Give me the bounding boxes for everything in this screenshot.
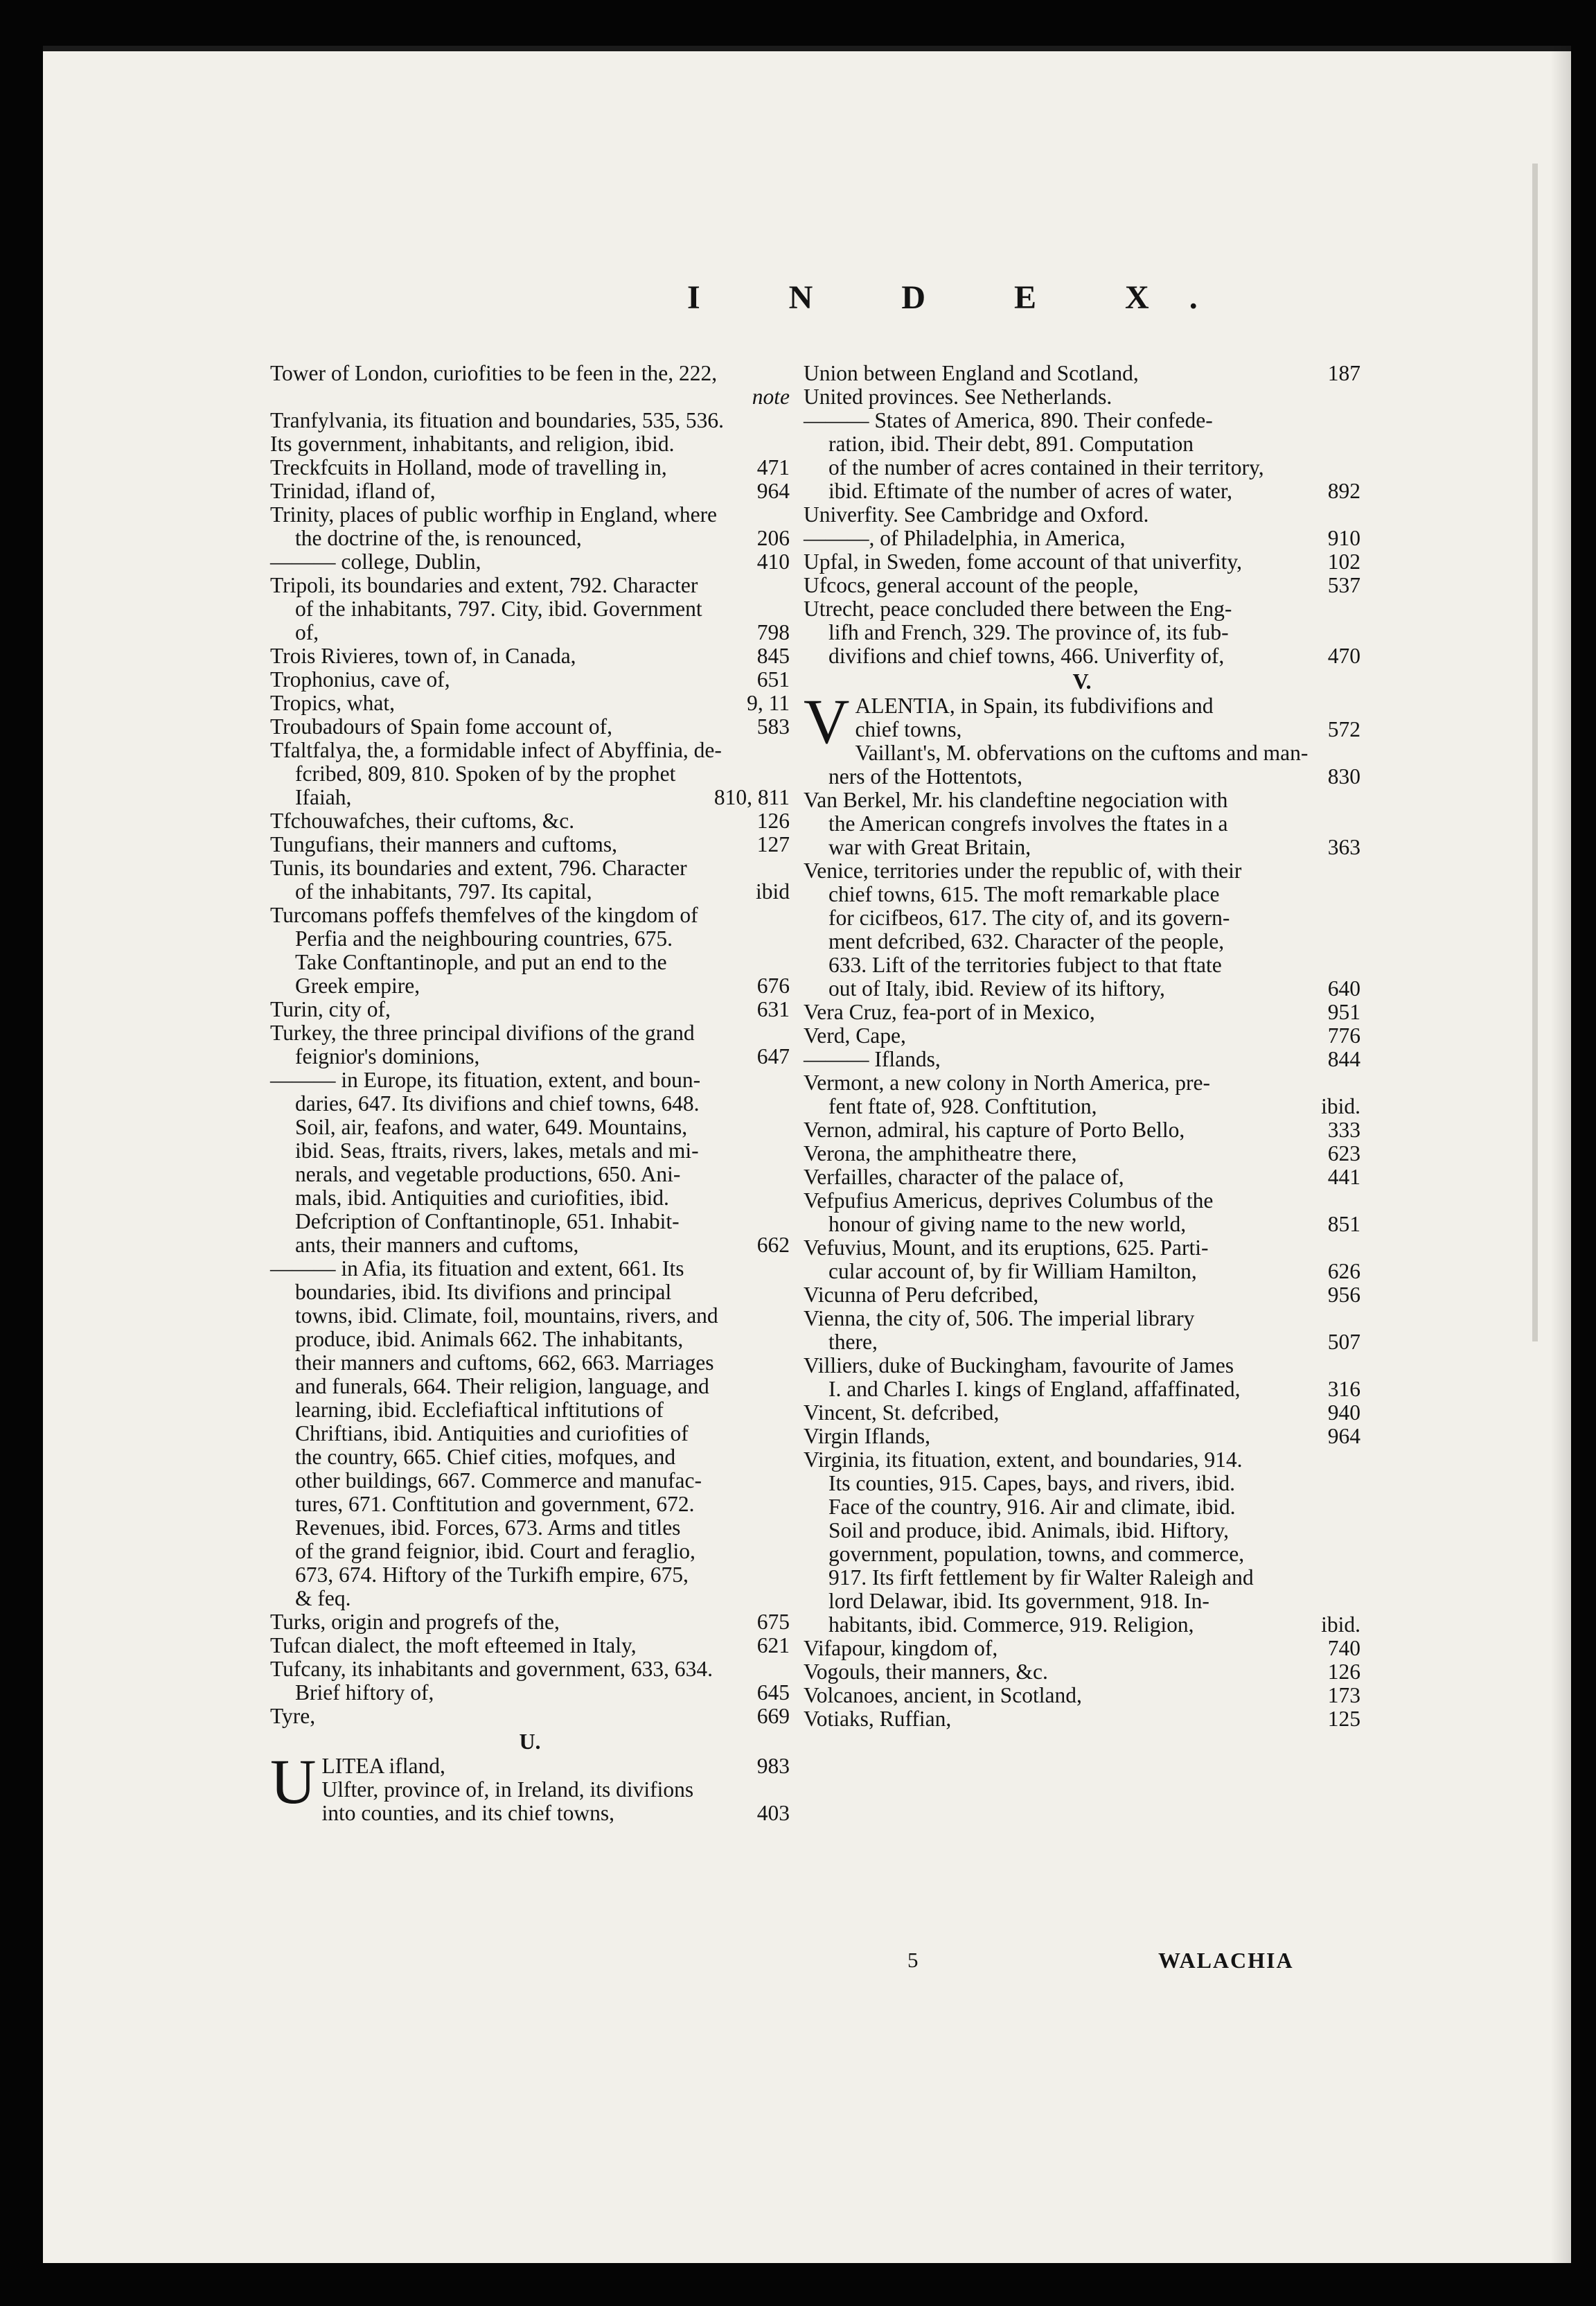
section-heading: U. [519,1729,541,1754]
index-entry [270,644,790,668]
entry-text: ALENTIA, in Spain, its fubdivifions and [855,694,1214,718]
entry-text: 673, 674. Hiftory of the Turkifh empire, 675, [295,1563,689,1587]
page-number: 583 [756,714,790,739]
entry-text: of the inhabitants, 797. City, ibid. Government [295,597,702,621]
index-entry [804,1660,1360,1684]
index-entry [804,1448,1360,1637]
page-number: 740 [1327,1636,1360,1660]
index-entry [804,1307,1360,1354]
entry-text: Its counties, 915. Capes, bays, and rivers, ibid. [828,1471,1236,1495]
entry-text: ——— Iflands, [804,1047,941,1071]
page-number: 651 [756,667,790,692]
index-entry [804,1236,1360,1283]
index-entry [270,856,790,904]
entry-text: fcribed, 809, 810. Spoken of by the prophet [295,762,676,786]
top-shadow [43,46,1571,51]
entry-text: Univerfity. See Cambridge and Oxford. [804,502,1149,527]
entry-text: Vermont, a new colony in North America, pre- [804,1071,1210,1095]
index-entry [270,550,790,574]
entry-text: I. and Charles I. kings of England, affaffinated, [828,1377,1241,1401]
entry-text: Tropics, what, [270,691,395,715]
page-number: 623 [1327,1141,1360,1165]
entry-text: the American congrefs involves the ftates in a [828,811,1228,836]
entry-text: 917. Its firft fettlement by fir Walter Raleigh and [828,1565,1254,1590]
entry-text: Turin, city of, [270,997,391,1021]
page-number: 645 [756,1680,790,1705]
entry-text: honour of giving name to the new world, [828,1212,1187,1236]
entry-text: Tower of London, curiofities to be feen in the, 222, [270,361,718,385]
entry-text: note [752,385,790,409]
entry-text: Vifapour, kingdom of, [804,1636,998,1660]
entry-text: Volcanoes, ancient, in Scotland, [804,1683,1082,1707]
entry-text: lord Delawar, ibid. Its government, 918. In- [828,1589,1209,1613]
entry-text: United provinces. See Netherlands. [804,385,1112,409]
drop-cap: U [270,1746,317,1817]
page-number: 403 [756,1801,790,1825]
entry-text: Revenues, ibid. Forces, 673. Arms and titles [295,1515,681,1540]
page-number: 187 [1327,361,1360,385]
page-number: 572 [1327,717,1360,741]
entry-text: Vienna, the city of, 506. The imperial library [804,1306,1195,1330]
index-entry [804,1024,1360,1048]
entry-text: ——— in Europe, its fituation, extent, and boun- [270,1068,701,1092]
entry-text: Tripoli, its boundaries and extent, 792. Character [270,573,698,597]
page-number: 127 [756,832,790,856]
index-entry [270,1778,790,1825]
index-entry [270,479,790,503]
entry-text: Face of the country, 916. Air and climate, ibid. [828,1495,1236,1519]
index-entry [804,1684,1360,1707]
page-number: 892 [1327,479,1360,503]
entry-text: Votiaks, Ruffian, [804,1707,952,1731]
entry-text: war with Great Britain, [828,835,1031,859]
index-entry [804,1071,1360,1118]
left-column [270,362,790,1825]
index-entry [804,527,1360,550]
entry-text: Van Berkel, Mr. his clandeftine negociation with [804,788,1228,812]
index-entry [270,1657,790,1705]
entry-text: Vicunna of Peru defcribed, [804,1283,1039,1307]
entry-text: for cicifbeos, 617. The city of, and its govern- [828,906,1230,930]
entry-text: other buildings, 667. Commerce and manufac- [295,1468,702,1493]
entry-text: Greek empire, [295,974,420,998]
entry-text: Tufcan dialect, the moft efteemed in Italy, [270,1633,637,1657]
entry-text: Treckfcuits in Holland, mode of travelling in, [270,455,667,479]
entry-text: of the inhabitants, 797. Its capital, [295,879,592,904]
page-number: 776 [1327,1023,1360,1048]
entry-text: Trinity, places of public worfhip in England, where [270,502,718,527]
entry-text: ners of the Hottentots, [828,764,1022,789]
index-entry [270,456,790,479]
index-entry [804,362,1360,385]
page-number: 675 [756,1610,790,1634]
page-number: 537 [1327,573,1360,597]
entry-text: ibid. Eftimate of the number of acres of water, [828,479,1233,503]
page-number: 9, 11 [747,691,790,715]
entry-text: out of Italy, ibid. Review of its hiftory, [828,976,1165,1001]
gutter-line [1532,164,1538,1341]
entry-text: there, [828,1330,878,1354]
entry-text: Vefpufius Americus, deprives Columbus of the [804,1188,1214,1213]
right-column [804,362,1360,1731]
entry-text: Tfchouwafches, their cuftoms, &c. [270,809,575,833]
page-number: 126 [1327,1660,1360,1684]
entry-text: their manners and cuftoms, 662, 663. Marriages [295,1350,714,1375]
entry-text: Union between England and Scotland, [804,361,1139,385]
index-entry [270,739,790,809]
page-number: 951 [1327,1000,1360,1024]
entry-text: Turkey, the three principal divifions of the grand [270,1021,695,1045]
entry-text: daries, 647. Its divifions and chief towns, 648. [295,1091,700,1116]
page-number: 910 [1327,526,1360,550]
entry-text: Tunis, its boundaries and extent, 796. Character [270,856,687,880]
entry-text: habitants, ibid. Commerce, 919. Religion, [828,1612,1194,1637]
page-signature: 5 [907,1948,919,1972]
entry-text: fent ftate of, 928. Conftitution, [828,1094,1097,1118]
entry-text: and funerals, 664. Their religion, language, and [295,1374,709,1398]
entry-text: ment defcribed, 632. Character of the people, [828,929,1225,953]
entry-text: ibid. Seas, ftraits, rivers, lakes, metals and mi- [295,1138,699,1163]
page-number: 964 [1327,1424,1360,1448]
index-entry [270,503,790,550]
entry-text: Ulfter, province of, in Ireland, its divifions [321,1777,694,1802]
entry-text: divifions and chief towns, 466. Univerfity of, [828,644,1225,668]
catchword: WALACHIA [1158,1948,1294,1973]
entry-text: ration, ibid. Their debt, 891. Computation [828,432,1194,456]
index-entry [804,1118,1360,1142]
entry-text: Turks, origin and progrefs of the, [270,1610,560,1634]
entry-text: ——— college, Dublin, [270,549,481,574]
index-entry [804,1189,1360,1236]
entry-text: Turcomans poffefs themfelves of the kingdom of [270,903,698,927]
entry-text: Tufcany, its inhabitants and government, 633, 634. [270,1657,713,1681]
entry-text: LITEA ifland, [321,1754,445,1778]
entry-text: Soil, air, feafons, and water, 649. Mountains, [295,1115,688,1139]
page-number: ibid. [1321,1094,1360,1118]
entry-text: Tungufians, their manners and cuftoms, [270,832,618,856]
entry-text: Trois Rivieres, town of, in Canada, [270,644,576,668]
entry-text: Chriftians, ibid. Antiquities and curiofities of [295,1421,689,1445]
entry-text: mals, ibid. Antiquities and curiofities, ibid. [295,1186,669,1210]
page-number: 964 [756,479,790,503]
entry-text: Vernon, admiral, his capture of Porto Bello, [804,1118,1185,1142]
entry-text: Verd, Cape, [804,1023,906,1048]
page-number: 125 [1327,1707,1360,1731]
page-number: 676 [756,974,790,998]
entry-text: Trophonius, cave of, [270,667,450,692]
page-number: 647 [756,1044,790,1068]
entry-text: Virgin Iflands, [804,1424,931,1448]
entry-text: ———, of Philadelphia, in America, [804,526,1126,550]
index-entry [804,1637,1360,1660]
entry-text: Upfal, in Sweden, fome account of that univerfity, [804,549,1243,574]
index-entry [270,998,790,1021]
entry-text: Villiers, duke of Buckingham, favourite of James [804,1353,1234,1378]
page-number: 810, 811 [713,785,790,809]
index-entry [804,1401,1360,1425]
index-entry [270,809,790,833]
page-number: 441 [1327,1165,1360,1189]
index-entry [804,1001,1360,1024]
index-entry [270,715,790,739]
index-entry [804,1048,1360,1071]
index-entry [270,1705,790,1728]
entry-text: Utrecht, peace concluded there between the Eng- [804,597,1232,621]
entry-text: Troubadours of Spain fome account of, [270,714,613,739]
page-number: ibid [755,879,790,904]
entry-text: Its government, inhabitants, and religion, ibid. [270,432,675,456]
entry-text: Tyre, [270,1704,316,1728]
page-number: 851 [1327,1212,1360,1236]
page-number: 669 [756,1704,790,1728]
page-number: ibid. [1321,1612,1360,1637]
entry-text: lifh and French, 329. The province of, its fub- [828,620,1229,644]
entry-text: Trinidad, ifland of, [270,479,436,503]
entry-text: chief towns, 615. The moft remarkable place [828,882,1220,906]
index-entry [804,789,1360,859]
entry-text: learning, ibid. Ecclefiaftical inftitutions of [295,1398,664,1422]
entry-text: Venice, territories under the republic of, with their [804,859,1242,883]
page-number: 844 [1327,1047,1360,1071]
index-entry [804,1354,1360,1401]
index-entry [270,362,790,385]
index-entry [804,574,1360,597]
entry-text: the country, 665. Chief cities, mofques, and [295,1445,676,1469]
drop-cap: V [804,686,850,757]
page-number: 798 [756,620,790,644]
entry-text: into counties, and its chief towns, [321,1801,615,1825]
index-entry [804,1707,1360,1731]
entry-text: Ifaiah, [295,785,352,809]
entry-text: Soil and produce, ibid. Animals, ibid. Hiftory, [828,1518,1230,1542]
page-number: 316 [1327,1377,1360,1401]
index-entry [804,597,1360,668]
index-entry [270,432,790,456]
index-entry [270,574,790,644]
index-entry [804,741,1360,789]
page-number: 471 [756,455,790,479]
entry-text: of, [295,620,319,644]
entry-text: of the number of acres contained in their territory, [828,455,1264,479]
page-number: 126 [756,809,790,833]
entry-text: boundaries, ibid. Its divifions and principal [295,1280,672,1304]
entry-text: Vefuvius, Mount, and its eruptions, 625. Parti- [804,1235,1209,1260]
index-entry [270,833,790,856]
page-number: 626 [1327,1259,1360,1283]
index-entry [804,1425,1360,1448]
page-header: I N D E X. [687,279,1238,316]
entry-text: Vogouls, their manners, &c. [804,1660,1048,1684]
index-entry [804,385,1360,409]
entry-text: 633. Lift of the territories fubject to that ftate [828,953,1222,977]
entry-text: Vaillant's, M. obfervations on the cuftoms and man- [855,741,1309,765]
index-entry [804,1142,1360,1165]
entry-text: Tranfylvania, its fituation and boundaries, 535, 536. [270,408,724,432]
entry-text: chief towns, [855,717,962,741]
page-number: 173 [1327,1683,1360,1707]
entry-text: & feq. [295,1586,351,1610]
page-number: 956 [1327,1283,1360,1307]
entry-text: Tfaltfalya, the, a formidable infect of Abyffinia, de- [270,738,722,762]
entry-text: Take Conftantinople, and put an end to the [295,950,667,974]
page-number: 631 [756,997,790,1021]
entry-text: tures, 671. Conftitution and government, 672. [295,1492,695,1516]
page-number: 206 [756,526,790,550]
entry-text: Virginia, its fituation, extent, and boundaries, 914. [804,1447,1243,1472]
entry-text: Verona, the amphitheatre there, [804,1141,1077,1165]
entry-text: of the grand feignior, ibid. Court and feraglio, [295,1539,695,1563]
entry-text: the doctrine of the, is renounced, [295,526,582,550]
entry-text: Brief hiftory of, [295,1680,434,1705]
entry-text: nerals, and vegetable productions, 650. Ani- [295,1162,681,1186]
index-entry [270,904,790,998]
page-number: 470 [1327,644,1360,668]
section-heading: V. [1072,669,1092,694]
index-entry [270,1257,790,1610]
page-number: 363 [1327,835,1360,859]
book-page [43,46,1571,2263]
entry-text: Ufcocs, general account of the people, [804,573,1139,597]
index-entry [804,550,1360,574]
page-number: 102 [1327,549,1360,574]
page-number: 640 [1327,976,1360,1001]
entry-text: ——— in Afia, its fituation and extent, 661. Its [270,1256,684,1280]
index-entry [270,668,790,692]
entry-text: Vera Cruz, fea-port of in Mexico, [804,1000,1095,1024]
page-number: 410 [756,549,790,574]
index-entry [804,409,1360,503]
index-entry [804,503,1360,527]
entry-text: Vincent, St. defcribed, [804,1400,1000,1425]
index-entry [270,409,790,432]
entry-text: feignior's dominions, [295,1044,480,1068]
entry-text: cular account of, by fir William Hamilton, [828,1259,1197,1283]
entry-text: Verfailles, character of the palace of, [804,1165,1124,1189]
page-number: 845 [756,644,790,668]
entry-text: ——— States of America, 890. Their confede- [804,408,1213,432]
entry-text: produce, ibid. Animals 662. The inhabitants, [295,1327,684,1351]
index-entry [804,1165,1360,1189]
page-number: 662 [756,1233,790,1257]
entry-text: Defcription of Conftantinople, 651. Inhabit- [295,1209,680,1233]
index-entry [270,385,790,409]
entry-text: government, population, towns, and commerce, [828,1542,1245,1566]
index-entry [804,1283,1360,1307]
entry-text: Perfia and the neighbouring countries, 675. [295,926,673,951]
index-entry [270,1021,790,1068]
page-number: 333 [1327,1118,1360,1142]
index-entry [804,859,1360,1001]
index-entry [270,692,790,715]
entry-text: ants, their manners and cuftoms, [295,1233,579,1257]
page-number: 507 [1327,1330,1360,1354]
index-entry [270,1610,790,1634]
page-number: 830 [1327,764,1360,789]
entry-text: towns, ibid. Climate, foil, mountains, rivers, and [295,1303,718,1328]
page-number: 621 [756,1633,790,1657]
page-number: 940 [1327,1400,1360,1425]
index-entry [270,1068,790,1257]
page-number: 983 [756,1754,790,1778]
index-entry [270,1634,790,1657]
